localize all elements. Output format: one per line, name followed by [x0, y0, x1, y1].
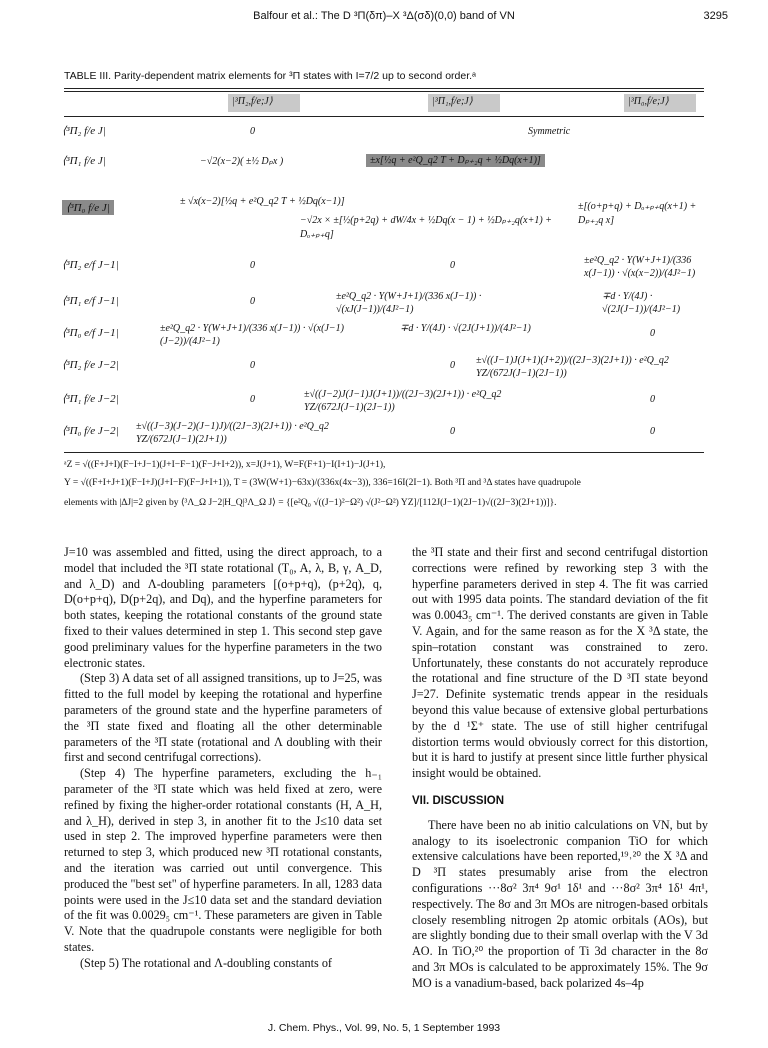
cell-2-2: ±x[½q + e²Q_q2 T + Dₚ₊₂q + ½Dq(x+1)] — [366, 154, 545, 167]
cell-7-3: ±√((J−1)J(J+1)(J+2))/((2J−3)(2J+1)) · e²Q_q2 YZ/(672J(J−1)(2J−1)) — [476, 355, 669, 379]
cell-3-1: ± √x(x−2)[½q + e²Q_q2 T + ½Dq(x−1)] — [180, 196, 345, 207]
page-footer: J. Chem. Phys., Vol. 99, No. 5, 1 September 1993 — [267, 1022, 501, 1034]
table-caption: TABLE III. Parity-dependent matrix elements for ³Π states with I=7/2 up to second order.ᵃ — [64, 70, 476, 82]
cell-5-1: 0 — [250, 296, 255, 307]
table-footnote-1: ᵃZ = √((F+J+I)(F−I+J−1)(J+I−F−1)(F−J+I+2)), x=J(J+1), W=F(F+1)−I(I+1)−J(J+1), — [64, 460, 386, 470]
section-title: VII. DISCUSSION — [412, 794, 505, 807]
running-title: Balfour et al.: The D ³Π(δπ)–X ³Δ(σδ)(0,0) band of VN — [253, 10, 515, 22]
cell-5-3: ∓d · Y/(4J) · √(2J(J−1))/(4J²−1) — [602, 291, 681, 315]
cell-8-3: 0 — [650, 394, 655, 405]
cell-9-3: 0 — [650, 426, 655, 437]
cell-8-1: 0 — [250, 394, 255, 405]
row-label-1: ⟨³Π₂ f/e J| — [62, 125, 106, 137]
cell-3-3: ±[(o+p+q) + Dₒ₊ₚ₊q(x+1) + Dₚ₊₂q x] — [578, 201, 697, 226]
table-top-rule — [64, 88, 704, 89]
cell-4-2: 0 — [450, 260, 455, 271]
cell-2-1: −√2(x−2)( ±½ Dₚx ) — [200, 156, 284, 167]
row-label-8: ⟨³Π₁ f/e J−2| — [62, 393, 119, 405]
cell-1-1: 0 — [250, 126, 255, 137]
cell-6-3: 0 — [650, 328, 655, 339]
page-number: 3295 — [703, 10, 728, 22]
cell-6-1: ±e²Q_q2 · Y(W+J+1)/(336 x(J−1)) · √(x(J−1)(J−2))/(4J²−1) — [160, 323, 344, 347]
cell-6-2: ∓d · Y/(4J) · √(2J(J+1))/(4J²−1) — [400, 323, 531, 334]
column-header-3: |³Π₀,f/e;J⟩ — [624, 94, 696, 112]
cell-4-1: 0 — [250, 260, 255, 271]
left-paragraph-1: J=10 was assembled and fitted, using the direct approach, to a model that included the ³Π state rotational (T₀, A, λ, B, γ, A_D, and λ_D) and Λ-doubling parameters [(o+p+q), (p+2q), q, D(o+p+q), D(p+2q), and Dq), and the hyperfine parameters for both states, keeping the rotational constants of the ground state fixed to their values determined in step 1. This second step gave good preliminary values for the hyperfine parameters in the two electronic states. — [64, 545, 382, 670]
cell-1-2: Symmetric — [528, 126, 571, 137]
left-column — [64, 545, 382, 972]
row-label-6: ⟨³Π₀ e/f J−1| — [62, 327, 119, 339]
left-paragraph-2: (Step 3) A data set of all assigned transitions, up to J=25, was fitted to the full model by keeping the rotational and hyperfine parameters of the ground state and the hyperfine parameters of the ³Π state fixed and floating all the other determinable parameters of the ³Π state (rotational and Λ doubling with their first and second centrifugal corrections). — [64, 671, 382, 765]
right-column — [412, 545, 708, 992]
cell-4-3: ±e²Q_q2 · Y(W+J+1)/(336 x(J−1)) · √(x(x−2))/(4J²−1) — [584, 255, 696, 279]
cell-5-2: ±e²Q_q2 · Y(W+J+1)/(336 x(J−1)) · √(xJ(J−1))/(4J²−1) — [336, 291, 482, 315]
table-footnote-3: elements with |ΔJ|=2 given by ⟨³Λ_Ω J−2|H_Q|³Λ_Ω J⟩ = {[e²Q₀ √((J−1)²−Ω²) √(J²−Ω²) YZ]/[112J(J−1)(2J−1)√((2J−3)(2J+1))]}. — [64, 498, 557, 508]
running-header — [0, 10, 768, 30]
row-label-7: ⟨³Π₂ f/e J−2| — [62, 359, 119, 371]
row-label-5: ⟨³Π₁ e/f J−1| — [62, 295, 119, 307]
right-paragraph-2: There have been no ab initio calculations on VN, but by analogy to its isoelectronic companion TiO for which extensive calculations have been reported,¹⁹˒²⁰ the X ³Δ and D ³Π states presumably arise from the electron configurations ···8σ² 3π⁴ 9σ¹ 1δ¹ and ···8σ² 3π⁴ 1δ¹ 4π¹, respectively. The 8σ and 3π MOs are nitrogen-based orbitals closely resembling nitrogen 2p atomic orbitals (AOs), but are slightly bonding due to their small overlap with the V 3d AO. In TiO,²⁰ the proportion of Ti 3d character in the 8σ and 3π MOs is calculated to be approximately 15%. The 9σ MO is a vanadium-based, back polarized 4s–4p — [412, 817, 708, 990]
row-label-2: ⟨³Π₁ f/e J| — [62, 155, 106, 167]
cell-8-2: ±√((J−2)J(J−1)J(J+1))/((2J−3)(2J+1)) · e²Q_q2 YZ/(672J(J−1)(2J−1)) — [304, 389, 502, 413]
column-header-2: |³Π₁,f/e;J⟩ — [428, 94, 500, 112]
cell-3-2: −√2x × ±[½(p+2q) + dW/4x + ½Dq(x − 1) + ½Dₚ₊₂q(x+1) + Dₒ₊ₚ₊q] — [300, 215, 552, 240]
table-bottom-rule — [64, 452, 704, 453]
column-header-1: |³Π₂,f/e;J⟩ — [228, 94, 300, 112]
row-label-4: ⟨³Π₂ e/f J−1| — [62, 259, 119, 271]
cell-7-1: 0 — [250, 360, 255, 371]
row-label-9: ⟨³Π₀ f/e J−2| — [62, 425, 119, 437]
cell-9-2: 0 — [450, 426, 455, 437]
cell-9-1: ±√((J−3)(J−2)(J−1)J)/((2J−3)(2J+1)) · e²Q_q2 YZ/(672J(J−1)(2J+1)) — [136, 421, 329, 445]
left-paragraph-4: (Step 5) The rotational and Λ-doubling constants of — [80, 955, 332, 970]
right-paragraph-1: the ³Π state and their first and second centrifugal distortion corrections were refined by reworking step 3 with the hyperfine parameters derived in step 4. The fit was carried out with 1995 data points. The standard deviation of the fit was 0.0043₅ cm⁻¹. The derived constants are given in Table V. Again, and for the same reason as for the X ³Δ state, the spin–rotation constant was constrained to zero. Unfortunately, these constants do not accurately reproduce the rotational and fine structure of the D ³Π state beyond J=27. Definite systematic trends appear in the residuals beyond this value because of extensive global perturbations by the d ¹Σ⁺ state. The use of still higher centrifugal distortion terms would obviously correct for this distortion, but it is hard to justify at present since little further physical insight would be obtained. — [412, 545, 708, 781]
left-paragraph-3: (Step 4) The hyperfine parameters, excluding the h₋₁ parameter of the ³Π state which was held fixed at zero, were refined by fixing the higher-order rotational constants (H, A_H, and λ_H), derived in step 3, in another fit to the J≤10 data set used in step 2. The improved hyperfine parameters were then returned to step 3, which produced new ³Π rotational constants, and the iteration was carried out until convergence. This produced the "best set" of hyperfine parameters. In all, 1283 data points were used in the J≤10 data set and the standard deviation of the fit was 0.0029₅ cm⁻¹. These parameters are given in Table V. Note that the quadrupole constants were negligible for both states. — [64, 766, 382, 954]
row-label-3: ⟨³Π₀ f/e J| — [62, 200, 114, 215]
table-header-rule — [64, 116, 704, 117]
cell-7-2: 0 — [450, 360, 455, 371]
table-top-rule-2 — [64, 91, 704, 92]
table-footnote-2: Y = √((F+I+J+1)(F−I+J)(J+I−F)(F−J+I+1)), T = (3W(W+1)−63x)/(336x(4x−3)), 336=16I(2I−1). Both ³Π and ³Δ states have quadrupole — [64, 478, 581, 488]
